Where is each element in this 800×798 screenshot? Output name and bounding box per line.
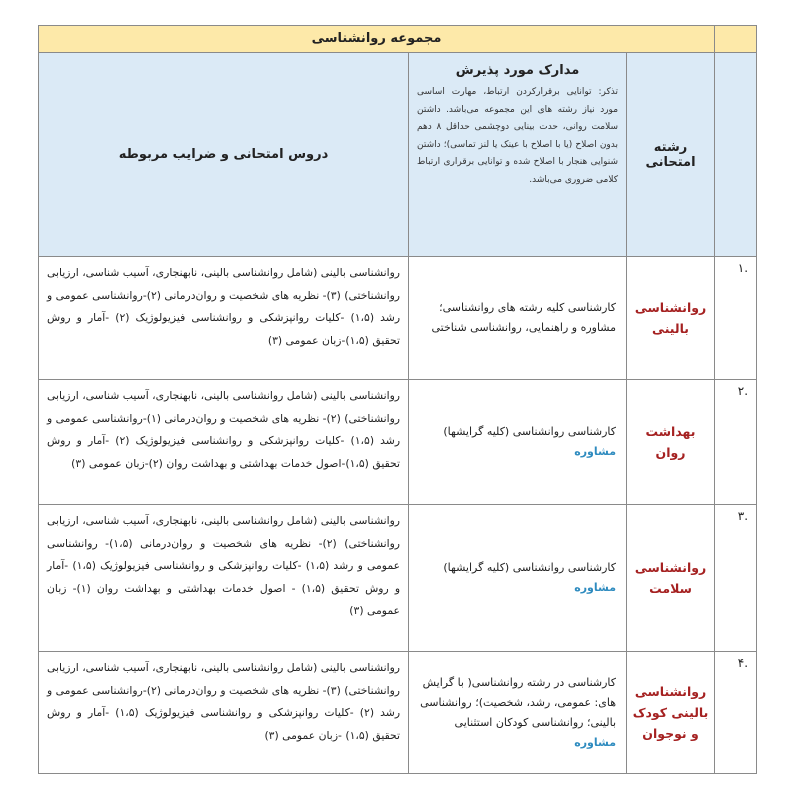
accepted-degrees: کارشناسی روانشناسی (کلیه گرایشها) [443, 425, 617, 438]
accepted-degrees: کارشناسی کلیه رشته های روانشناسی؛ مشاوره و راهنمایی، روانشناسی شناختی [431, 301, 617, 334]
header-field: رشته امتحانی [645, 139, 696, 170]
exam-courses: روانشناسی بالینی (شامل روانشناسی بالینی، نابهنجاری، آسیب شناسی، ارزیابی روانشناختی) (۳)- نظریه های شخصیت و روان‌درمانی (۲)-روانشناسی عمومی و رشد (۱،۵) -کلیات روانپزشکی و روانشناسی فیزیولوژیک (۲) -آمار و روش تحقیق (۱،۵)-زبان عمومی (۳) [47, 266, 401, 347]
field-name: روانشناسی سلامت [634, 560, 707, 596]
header-courses: دروس امتحانی و ضرایب مربوطه [118, 147, 329, 162]
row-number: .۱ [737, 261, 749, 275]
row-number: .۳ [737, 509, 749, 523]
admission-note: تذکر: توانایی برقرارکردن ارتباط، مهارت اساسی مورد نیاز رشته های این مجموعه می‌باشد. داشتن سلامت روانی، حدت بینایی دوچشمی حداقل ۸ دهم بدون اصلاح (یا با اصلاح با عینک یا لنز تماسی)؛ داشتن شنوایی هنجار با اصلاح شده و توانایی برقراری ارتباط کلامی ضروری می‌باشد. [417, 87, 619, 185]
row-number: .۲ [737, 384, 749, 398]
header-row [39, 53, 757, 257]
field-name: روانشناسی بالینی کودک و نوجوان [632, 684, 709, 741]
title-cell [39, 26, 715, 53]
table-row [39, 652, 757, 774]
field-name: روانشناسی بالینی [634, 300, 707, 336]
accepted-degrees: کارشناسی در رشته روانشناسی( با گرایش های: عمومی، رشد، شخصیت)؛ روانشناسی بالینی؛ روانشناسی کودکان استثنایی [420, 675, 617, 729]
title-blank-cell [715, 26, 757, 53]
title-row [39, 26, 757, 53]
field-name: بهداشت روان [645, 424, 696, 460]
accepted-degrees-accent: مشاوره [574, 581, 617, 594]
header-blank-cell [715, 53, 757, 257]
table-row [39, 380, 757, 505]
exam-courses: روانشناسی بالینی (شامل روانشناسی بالینی، نابهنجاری، آسیب شناسی، ارزیابی روانشناختی) (۳)- نظریه های شخصیت و روان‌درمانی (۲)-روانشناسی عمومی و رشد (۲) -کلیات روانپزشکی و روانشناسی فیزیولوژیک (۱،۵) -آمار و روش تحقیق (۱،۵) -زبان عمومی (۳) [47, 661, 401, 742]
accepted-degrees-accent: مشاوره [574, 735, 617, 749]
table-row [39, 257, 757, 380]
header-field-cell [627, 53, 715, 257]
header-courses-cell [39, 53, 409, 257]
exam-courses: روانشناسی بالینی (شامل روانشناسی بالینی، نابهنجاری، آسیب شناسی، ارزیابی روانشناختی) (۲)- نظریه های شخصیت و روان‌درمانی (۱)-روانشناسی عمومی و رشد (۱،۵) -کلیات روانپزشکی و روانشناسی فیزیولوژیک (۲) -آمار و روش تحقیق (۱،۵)-اصول خدمات بهداشتی و بهداشت روان (۲)-زبان عمومی (۳) [47, 389, 401, 470]
header-docs: مدارک مورد پذیرش [455, 63, 580, 78]
table-row [39, 505, 757, 652]
header-docs-cell [409, 53, 627, 257]
row-number: .۴ [737, 656, 749, 670]
psychology-table [38, 25, 757, 774]
exam-courses: روانشناسی بالینی (شامل روانشناسی بالینی، نابهنجاری، آسیب شناسی، ارزیابی روانشناختی) (۲)- نظریه های شخصیت و روان‌درمانی (۱،۵)- روانشناسی عمومی و رشد (۱،۵) -کلیات روانپزشکی و روانشناسی فیزیولوژیک (۱،۵) -آمار و روش تحقیق (۱،۵) - اصول خدمات بهداشتی و بهداشت روان (۱)- زبان عمومی (۳) [47, 514, 401, 618]
accepted-degrees-accent: مشاوره [574, 445, 617, 458]
accepted-degrees: کارشناسی روانشناسی (کلیه گرایشها) [443, 561, 617, 574]
table-title: مجموعه روانشناسی [311, 31, 442, 46]
